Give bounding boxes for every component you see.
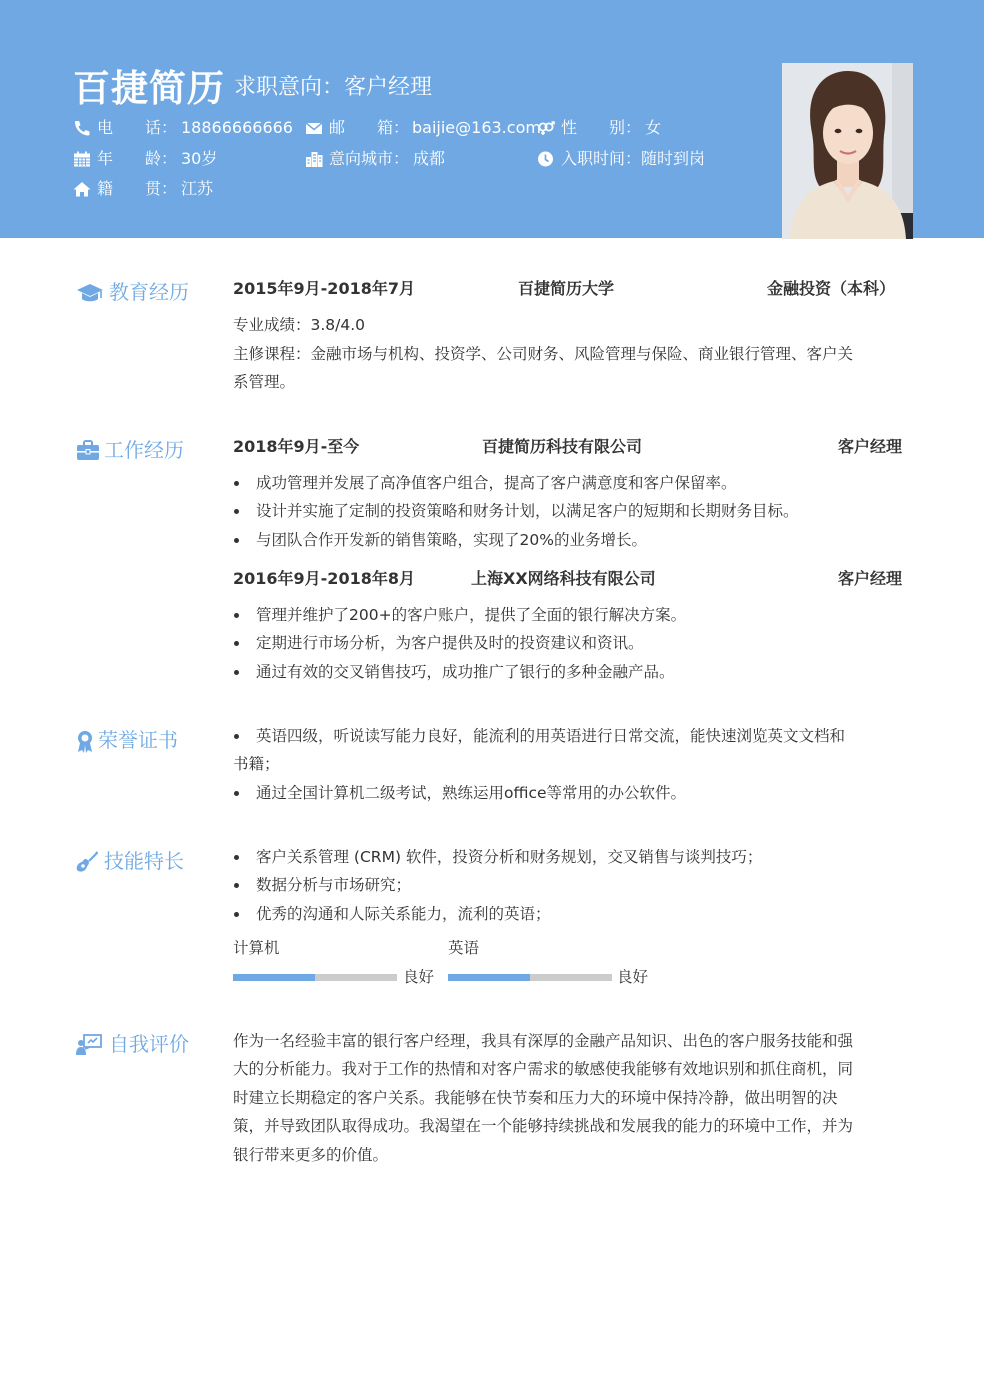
- city-icon: [305, 151, 323, 167]
- honors-title: 荣誉证书: [98, 728, 178, 752]
- skill-item: 优秀的沟通和人际关系能力，流利的英语；: [233, 900, 908, 928]
- skills-section-title: [76, 847, 206, 875]
- edu-major: 金融投资（本科）: [767, 279, 896, 298]
- age-info: [73, 148, 303, 170]
- briefcase-icon: [76, 440, 100, 462]
- origin-label: 籍 贯：: [97, 179, 178, 198]
- education-section-title: [76, 278, 206, 306]
- presentation-icon: [76, 1034, 102, 1056]
- mail-icon: [305, 120, 323, 136]
- skill-bar-fill: [233, 974, 315, 981]
- origin-info: [73, 178, 303, 200]
- job2-period: 2016年9月-2018年8月: [233, 569, 415, 588]
- calendar-icon: [73, 151, 91, 167]
- edu-period: 2015年9月-2018年7月: [233, 279, 415, 298]
- profile-photo: [782, 63, 913, 239]
- age-value: 30岁: [181, 149, 218, 168]
- city-value: 成都: [413, 149, 446, 168]
- job1-bullet: 成功管理并发展了高净值客户组合，提高了客户满意度和客户保留率。: [233, 469, 908, 497]
- city-info: [305, 148, 537, 170]
- job-intent: 求职意向：客户经理: [234, 75, 433, 100]
- work-section-title: [76, 436, 206, 464]
- skill-item: 客户关系管理 (CRM) 软件，投资分析和财务规划，交叉销售与谈判技巧；: [233, 843, 908, 871]
- job2-bullet: 管理并维护了200+的客户账户，提供了全面的银行解决方案。: [233, 601, 908, 629]
- graduation-cap-icon: [76, 282, 104, 304]
- job1-bullet: 与团队合作开发新的销售策略，实现了20%的业务增长。: [233, 526, 908, 554]
- skill-bar-name-english: 英语: [448, 939, 480, 957]
- honor-item-2: 通过全国计算机二级考试，熟练运用office等常用的办公软件。: [233, 779, 908, 807]
- skill-bar-english: [448, 974, 612, 981]
- origin-value: 江苏: [181, 179, 214, 198]
- email-value: baijie@163.com: [412, 118, 541, 137]
- start-info: [537, 148, 737, 170]
- skill-bar-level-english: 良好: [617, 968, 649, 986]
- phone-info: [73, 117, 303, 139]
- start-label: 入职时间：: [561, 149, 642, 168]
- skill-bar-computer: [233, 974, 397, 981]
- skill-item: 数据分析与市场研究；: [233, 871, 908, 899]
- self-eval-line: 银行带来更多的价值。: [233, 1146, 389, 1164]
- gender-label: 性 别：: [561, 118, 642, 137]
- email-info: [305, 117, 541, 139]
- skills-title: 技能特长: [104, 849, 184, 873]
- self-eval-line: 时建立长期稳定的客户关系。我能够在快节奏和压力大的环境中保持冷静，做出明智的决: [233, 1089, 838, 1107]
- education-title: 教育经历: [109, 280, 189, 304]
- self-eval-line: 作为一名经验丰富的银行客户经理，我具有深厚的金融产品知识、出色的客户服务技能和强: [233, 1032, 854, 1050]
- header-banner: [0, 0, 984, 238]
- job1-bullet: 设计并实施了定制的投资策略和财务计划，以满足客户的短期和长期财务目标。: [233, 497, 908, 525]
- phone-label: 电 话：: [97, 118, 178, 137]
- email-label: 邮 箱：: [329, 118, 410, 137]
- clock-icon: [537, 151, 555, 167]
- home-icon: [73, 181, 91, 197]
- job2-bullet: 通过有效的交叉销售技巧，成功推广了银行的多种金融产品。: [233, 658, 908, 686]
- start-value: 随时到岗: [641, 149, 706, 168]
- guitar-icon: [76, 851, 98, 873]
- award-icon: [76, 730, 94, 754]
- city-label: 意向城市：: [329, 149, 410, 168]
- skill-bar-level-computer: 良好: [403, 968, 435, 986]
- job2-bullet: 定期进行市场分析，为客户提供及时的投资建议和资讯。: [233, 629, 908, 657]
- job2-role: 客户经理: [838, 569, 903, 588]
- gender-icon: [537, 120, 555, 136]
- edu-courses-line2: 系管理。: [233, 373, 296, 391]
- job1-company: 百捷简历科技有限公司: [482, 437, 643, 456]
- honor-item-1-cont: 书籍；: [233, 755, 280, 773]
- self-eval-line: 大的分析能力。我对于工作的热情和对客户需求的敏感使我能够有效地识别和抓住商机，同: [233, 1060, 854, 1078]
- brand-title: 百捷简历: [73, 67, 225, 110]
- gender-value: 女: [645, 118, 662, 137]
- age-label: 年 龄：: [97, 149, 178, 168]
- skill-bar-fill: [448, 974, 530, 981]
- job2-company: 上海XX网络科技有限公司: [471, 569, 656, 588]
- phone-icon: [73, 120, 91, 136]
- job1-period: 2018年9月-至今: [233, 437, 360, 456]
- skill-bar-name-computer: 计算机: [233, 939, 280, 957]
- job1-role: 客户经理: [838, 437, 903, 456]
- work-title: 工作经历: [104, 438, 184, 462]
- phone-value: 18866666666: [181, 118, 293, 137]
- gender-info: [537, 117, 667, 139]
- self-eval-section-title: [76, 1030, 206, 1058]
- honors-section-title: [76, 726, 206, 754]
- self-eval-line: 策，并导致团队取得成功。我渴望在一个能够持续挑战和发展我的能力的环境中工作，并为: [233, 1117, 854, 1135]
- edu-gpa: 专业成绩：3.8/4.0: [233, 316, 366, 334]
- honor-item-1: 英语四级，听说读写能力良好，能流利的用英语进行日常交流，能快速浏览英文文档和: [233, 722, 908, 750]
- edu-courses-line1: 主修课程：金融市场与机构、投资学、公司财务、风险管理与保险、商业银行管理、客户关: [233, 345, 854, 363]
- self-eval-title: 自我评价: [109, 1032, 189, 1056]
- edu-school: 百捷简历大学: [518, 279, 615, 298]
